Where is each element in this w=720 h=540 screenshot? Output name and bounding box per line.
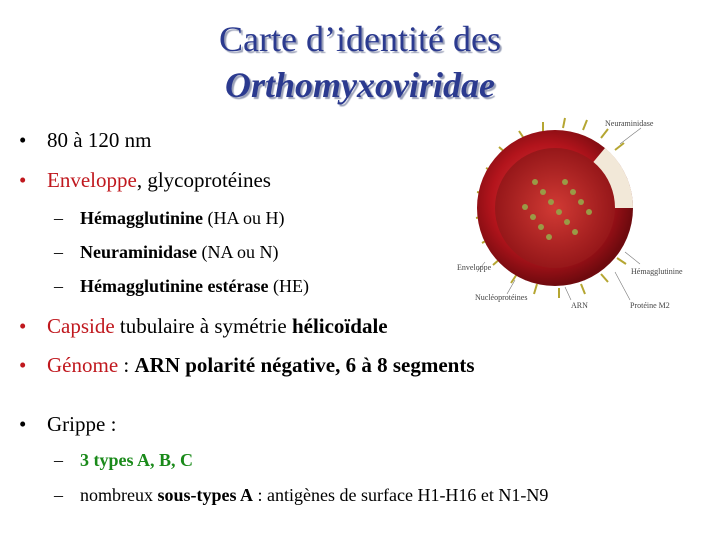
dash: – xyxy=(54,208,63,228)
sub-types xyxy=(54,450,194,471)
size-text: 80 à 120 nm xyxy=(47,128,152,152)
soustypes-pre: nombreux xyxy=(80,485,158,505)
genome-mid: : xyxy=(118,353,135,377)
bullet-dot: • xyxy=(19,353,27,377)
dash: – xyxy=(54,485,63,505)
genome-bold: ARN polarité négative, 6 à 8 segments xyxy=(134,353,475,377)
soustypes-rest: : antigènes de surface H1-H16 et N1-N9 xyxy=(253,485,549,505)
label-nucleoproteines: Nucléoprotéines xyxy=(475,293,528,302)
bullet-size xyxy=(19,128,152,153)
sub-key: Hémagglutinine xyxy=(80,208,204,228)
enveloppe-key: Enveloppe xyxy=(47,168,137,192)
capside-bold: hélicoïdale xyxy=(291,314,388,338)
soustypes-bold: sous-types A xyxy=(157,485,254,505)
sub-key: Neuraminidase xyxy=(80,242,197,262)
sub-rest: (HA ou H) xyxy=(203,208,285,228)
label-hemagglutinine: Hémagglutinine xyxy=(631,267,683,276)
types-text: 3 types A, B, C xyxy=(80,450,194,470)
sub-soustypes xyxy=(54,485,549,506)
grippe-text: Grippe : xyxy=(47,412,117,436)
bullet-dot: • xyxy=(19,412,27,436)
virus-diagram xyxy=(455,112,715,312)
dash: – xyxy=(54,450,63,470)
capside-mid: tubulaire à symétrie xyxy=(114,314,292,338)
bullet-dot: • xyxy=(19,314,27,338)
label-neuraminidase: Neuraminidase xyxy=(605,119,654,128)
bullet-capside xyxy=(19,314,388,339)
bullet-grippe xyxy=(19,412,117,437)
enveloppe-rest: , glycoprotéines xyxy=(136,168,271,192)
sub-neuraminidase xyxy=(54,242,279,263)
label-arn: ARN xyxy=(571,301,588,310)
virus-interior xyxy=(495,148,615,268)
capside-key: Capside xyxy=(47,314,115,338)
bullet-enveloppe xyxy=(19,168,271,193)
sub-rest: (NA ou N) xyxy=(197,242,279,262)
dash: – xyxy=(54,242,63,262)
bullet-dot: • xyxy=(19,168,27,192)
slide-title-line2: Orthomyxoviridae xyxy=(225,65,495,105)
dash: – xyxy=(54,276,63,296)
sub-key: Hémagglutinine estérase xyxy=(80,276,269,296)
label-enveloppe: Enveloppe xyxy=(457,263,492,272)
sub-he xyxy=(54,276,309,297)
bullet-genome xyxy=(19,353,475,378)
label-proteine-m2: Protéine M2 xyxy=(630,301,670,310)
slide-title-line1: Carte d’identité des xyxy=(219,19,501,59)
sub-hemagglutinine xyxy=(54,208,285,229)
genome-key: Génome xyxy=(47,353,119,377)
sub-rest: (HE) xyxy=(268,276,309,296)
bullet-dot: • xyxy=(19,128,27,152)
